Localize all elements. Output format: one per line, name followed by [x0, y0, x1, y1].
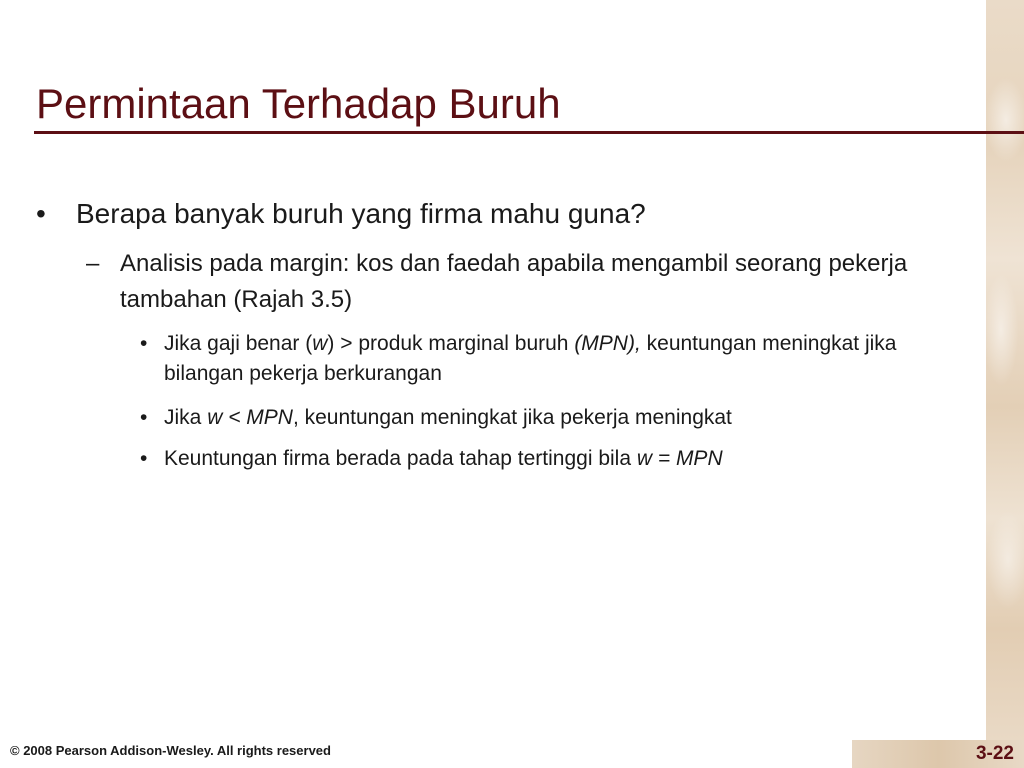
bullet-marker: •	[140, 406, 148, 429]
bullet-text	[164, 444, 970, 474]
bullet-text: Analisis pada margin: kos dan faedah apabila mengambil seorang pekerja tambahan (Rajah 3.5)	[120, 250, 908, 313]
dash-marker: –	[86, 250, 100, 277]
bullet-text	[164, 403, 970, 433]
bullet-marker: •	[36, 198, 46, 229]
text-run: , keuntungan meningkat jika pekerja meningkat	[292, 406, 732, 429]
italic-run: w	[312, 332, 328, 355]
page-number-box	[852, 740, 1024, 768]
decorative-side-strip	[986, 0, 1024, 740]
bullet-marker: •	[140, 332, 148, 355]
bullet-level-2	[86, 246, 946, 318]
copyright-notice: © 2008 Pearson Addison-Wesley. All rights reserved	[10, 743, 331, 758]
italic-run: (MPN),	[574, 332, 641, 355]
bullet-level-3	[140, 403, 970, 433]
bullet-text	[164, 329, 970, 389]
italic-run: w = MPN	[636, 447, 723, 470]
italic-run: w < MPN	[207, 406, 293, 429]
bullet-level-3	[140, 329, 970, 389]
page-number: 3-22	[975, 743, 1014, 764]
text-run: Jika gaji benar (	[164, 332, 313, 355]
bullet-text: Berapa banyak buruh yang firma mahu guna?	[76, 198, 646, 229]
text-run: ) > produk marginal buruh	[327, 332, 575, 355]
slide-title: Permintaan Terhadap Buruh	[36, 80, 561, 127]
text-run: Keuntungan firma berada pada tahap tertinggi bila	[164, 447, 637, 470]
text-run: Jika	[164, 406, 208, 429]
bullet-level-1	[36, 196, 936, 232]
text-run: keuntungan meningkat jika bilangan pekerja berkurangan	[164, 332, 897, 385]
bullet-level-3	[140, 444, 970, 474]
bullet-marker: •	[140, 447, 148, 470]
